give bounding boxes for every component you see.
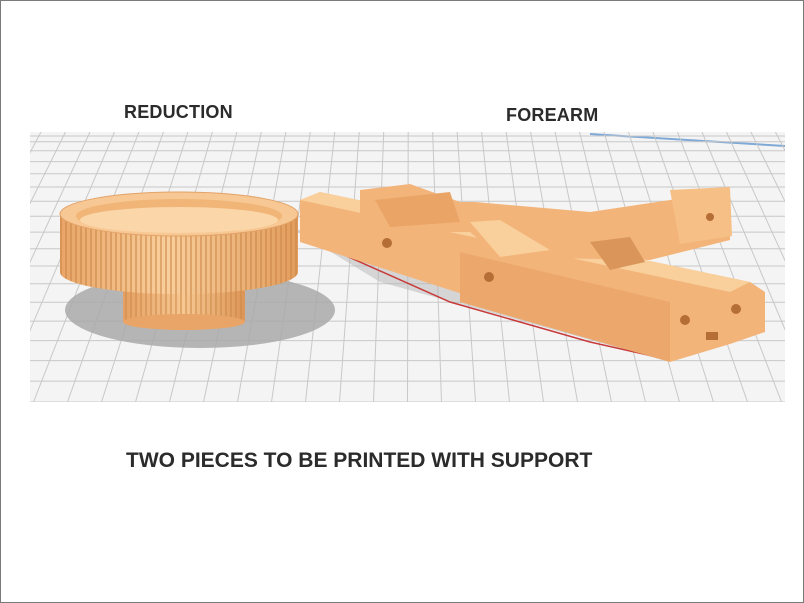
- hole-2: [484, 272, 494, 282]
- gear-inner-floor: [80, 207, 278, 233]
- slicer-viewport[interactable]: [30, 132, 785, 402]
- reduction-label: REDUCTION: [124, 102, 233, 122]
- hole-5: [706, 213, 714, 221]
- print-instructions-caption: TWO PIECES TO BE PRINTED WITH SUPPORT: [126, 449, 593, 472]
- slot: [706, 332, 718, 340]
- hole-1: [382, 238, 392, 248]
- forearm-end-block: [670, 187, 732, 244]
- build-plate-render: [30, 132, 785, 402]
- hole-4: [731, 304, 741, 314]
- forearm-label: FOREARM: [506, 105, 599, 125]
- hole-3: [680, 315, 690, 325]
- gear-hub-bottom: [123, 314, 245, 330]
